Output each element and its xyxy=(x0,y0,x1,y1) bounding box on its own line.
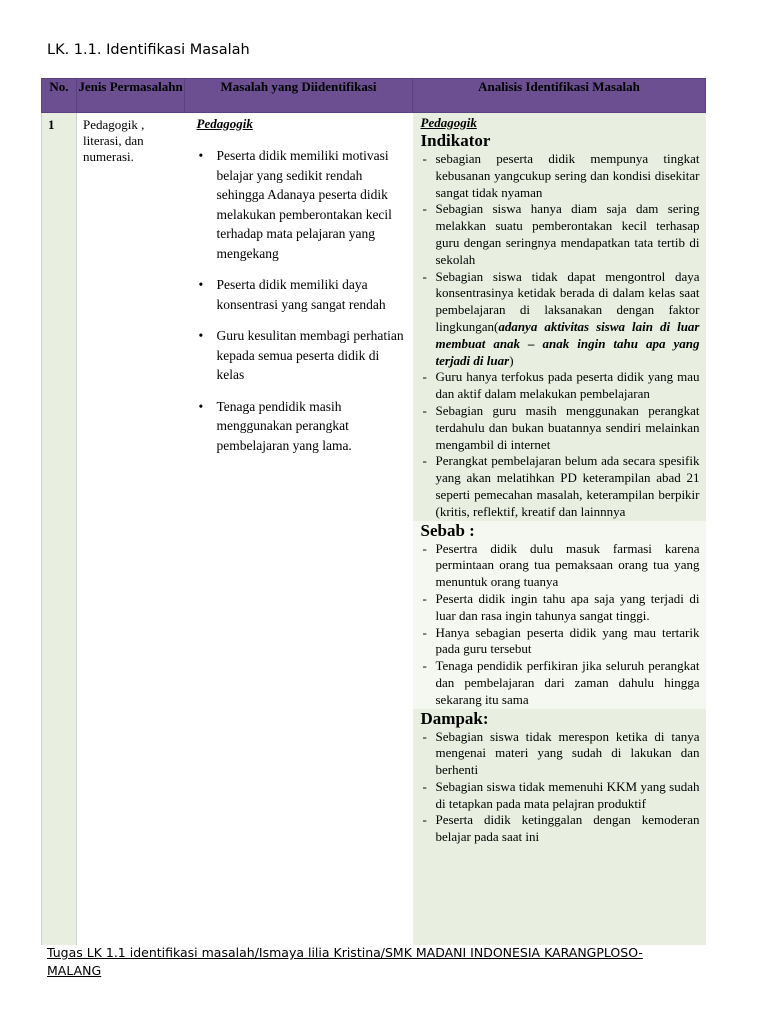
sebab-list xyxy=(421,541,700,709)
list-item: - Sebagian siswa hanya diam saja dam sering melakkan suatu pemberontakan kecil terhasap guru dengan seringnya mendapatkan tata tertib di sekolah xyxy=(422,201,700,267)
list-item: - Sebagian siswa tidak dapat mengontrol daya konsentrasinya ketidak berada di dalam kelas saat pembelajaran di laksanakan dengan faktor lingkungan(adanya aktivitas siswa lain di luar membuat anak – anak ingin tahu apa yang terjadi di luar) xyxy=(422,268,700,368)
dampak-title: Dampak: xyxy=(420,708,489,728)
document-footer: Tugas LK 1.1 identifikasi masalah/Ismaya lilia Kristina/SMK MADANI INDONESIA KARANGPLOSO-MALANG xyxy=(47,945,643,978)
row-jenis: Pedagogik , literasi, dan numerasi. xyxy=(77,113,185,945)
row-masalah xyxy=(185,113,413,945)
list-item: - Sebagian siswa tidak memenuhi KKM yang sudah di tetapkan pada mata pelajran produktif xyxy=(422,778,700,811)
indikator-title: Indikator xyxy=(420,131,491,150)
analisis-heading: Pedagogik xyxy=(420,115,477,130)
list-item: - Sebagian siswa tidak merespon ketika di tanya mengenai materi yang sudah di lakukan dan berhenti xyxy=(422,728,700,778)
table-row xyxy=(42,113,706,945)
list-item: • Peserta didik memiliki motivasi belajar yang sedikit rendah sehingga Adanaya peserta didik melakukan pemberontakan kecil terhadap mata pelajaran yang mengekang xyxy=(198,148,392,261)
list-item: - Pesertra didik dulu masuk farmasi karena permintaan orang tua pemaksaan orang tua yang menuntuk orang tuanya xyxy=(422,540,700,590)
list-item: - Hanya sebagian peserta didik yang mau tertarik pada guru tersebut xyxy=(422,624,700,657)
list-item: - Sebagian guru masih menggunakan perangkat terdahulu dan bukan buatannya sendiri melainkan mengambil di internet xyxy=(422,402,700,452)
masalah-list xyxy=(197,146,407,455)
list-item: - Tenaga pendidik perfikiran jika seluruh perangkat dan pembelajaran dari zaman dahulu hingga sekarang itu sama xyxy=(422,658,700,707)
table-header-row xyxy=(42,79,706,113)
identification-table xyxy=(41,78,706,945)
list-item: - Guru hanya terfokus pada peserta didik yang mau dan aktif dalam melakukan pembelajaran xyxy=(422,369,700,402)
list-item: • Tenaga pendidik masih menggunakan perangkat pembelajaran yang lama. xyxy=(198,398,352,453)
masalah-heading: Pedagogik xyxy=(196,116,253,131)
indikator-list xyxy=(421,151,700,521)
sebab-section xyxy=(413,521,706,709)
list-item: - Peserta didik ingin tahu apa saja yang terjadi di luar dan rasa ingin tahunya sangat tinggi. xyxy=(422,590,700,623)
header-masalah: Masalah yang Diidentifikasi xyxy=(185,79,413,113)
list-item: • Peserta didik memiliki daya konsentrasi yang sangat rendah xyxy=(198,277,386,312)
list-item: - sebagian peserta didik mempunya tingkat kebusanan yangcukup sering dan kondisi disekitar sangat tidak nyaman xyxy=(422,151,700,200)
document-title: LK. 1.1. Identifikasi Masalah xyxy=(47,42,250,58)
dampak-list xyxy=(421,729,700,847)
sebab-title: Sebab : xyxy=(420,520,475,540)
list-item: - Perangkat pembelajaran belum ada secara spesifik yang akan melatihkan PD keterampilan abad 21 seperti pemecahan masalah, keterampilan berpikir (kritis, reflektif, kreatif dan lainnnya xyxy=(422,453,700,519)
header-jenis: Jenis Permasalahn xyxy=(77,79,185,113)
list-item: • Guru kesulitan membagi perhatian kepada semua peserta didik di kelas xyxy=(198,328,404,382)
header-analisis: Analisis Identifikasi Masalah xyxy=(413,79,706,113)
list-item: - Peserta didik ketinggalan dengan kemoderan belajar pada saat ini xyxy=(422,812,700,845)
row-number: 1 xyxy=(42,113,77,945)
header-no: No. xyxy=(42,79,77,113)
row-analisis xyxy=(413,113,706,945)
